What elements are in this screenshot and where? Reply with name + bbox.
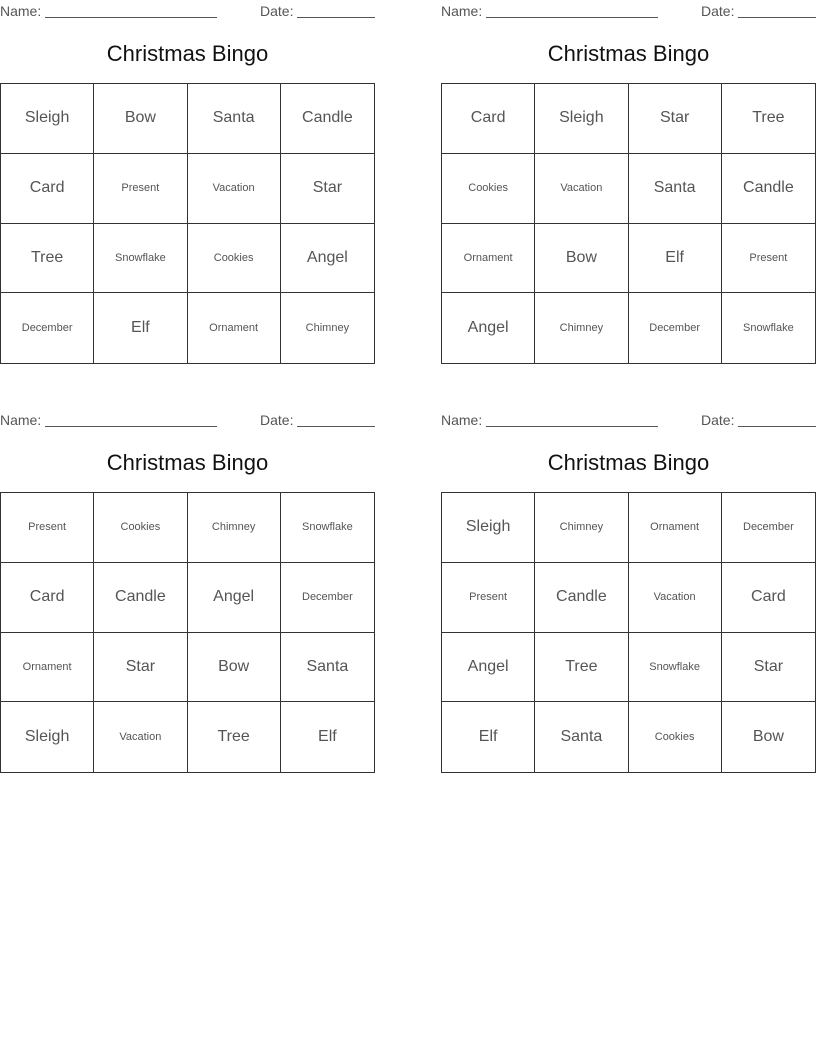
bingo-cell: Snowflake: [629, 633, 722, 703]
bingo-cell: Elf: [629, 224, 722, 294]
bingo-cell: December: [1, 293, 94, 363]
bingo-cell: Ornament: [1, 633, 94, 703]
bingo-cell: Tree: [535, 633, 628, 703]
bingo-cell: Chimney: [535, 493, 628, 563]
bingo-cell: Tree: [188, 702, 281, 772]
bingo-cell: Cookies: [188, 224, 281, 294]
date-label: Date:: [260, 3, 294, 19]
bingo-cell: Ornament: [629, 493, 722, 563]
date-blank-line: [738, 17, 816, 18]
bingo-cell: Vacation: [535, 154, 628, 224]
bingo-cell: Angel: [188, 563, 281, 633]
bingo-card: [0, 409, 375, 781]
card-header: [0, 2, 375, 20]
bingo-cell: Star: [722, 633, 815, 703]
bingo-cell: Candle: [281, 84, 374, 154]
bingo-cell: Star: [94, 633, 187, 703]
date-label: Date:: [701, 3, 735, 19]
bingo-cell: Chimney: [535, 293, 628, 363]
bingo-cell: Vacation: [94, 702, 187, 772]
name-label: Name:: [0, 412, 42, 428]
bingo-card: [441, 0, 816, 372]
bingo-cell: Star: [629, 84, 722, 154]
bingo-cell: Angel: [281, 224, 374, 294]
bingo-cell: Tree: [1, 224, 94, 294]
bingo-cell: Elf: [94, 293, 187, 363]
bingo-cell: Chimney: [188, 493, 281, 563]
bingo-card: [0, 0, 375, 372]
bingo-cell: Snowflake: [742, 322, 794, 335]
bingo-cell: Santa: [188, 84, 281, 154]
card-title: Christmas Bingo: [106, 450, 269, 475]
bingo-cell: Bow: [752, 728, 784, 746]
name-label: Name:: [0, 3, 42, 19]
bingo-cell: Card: [722, 563, 815, 633]
bingo-cell: Card: [442, 84, 535, 154]
bingo-cell: Angel: [442, 293, 535, 363]
card-title: Christmas Bingo: [547, 41, 710, 66]
bingo-cell: Present: [94, 154, 187, 224]
date-label: Date:: [701, 412, 735, 428]
bingo-cell: Candle: [535, 563, 628, 633]
bingo-cell: Candle: [94, 563, 187, 633]
bingo-grid: [441, 492, 816, 773]
bingo-cell: Snowflake: [94, 224, 187, 294]
card-header: [441, 2, 816, 20]
bingo-cell: Bow: [188, 633, 281, 703]
bingo-cell: Card: [1, 154, 94, 224]
bingo-cell: December: [281, 563, 374, 633]
bingo-cell: Star: [281, 154, 374, 224]
bingo-cell: Sleigh: [1, 702, 94, 772]
bingo-cell: Snowflake: [281, 493, 374, 563]
date-blank-line: [297, 17, 375, 18]
card-title: Christmas Bingo: [547, 450, 710, 475]
bingo-cell: Ornament: [188, 293, 281, 363]
name-blank-line: [45, 17, 217, 18]
bingo-cell: Elf: [318, 728, 337, 746]
bingo-cell: Bow: [535, 224, 628, 294]
date-blank-line: [297, 426, 375, 427]
bingo-grid: [441, 83, 816, 364]
bingo-cell: Chimney: [305, 322, 350, 335]
bingo-grid: [0, 492, 375, 773]
bingo-cell: Santa: [535, 702, 628, 772]
name-blank-line: [45, 426, 217, 427]
bingo-cell: Ornament: [442, 224, 535, 294]
bingo-cell: Tree: [722, 84, 815, 154]
date-label: Date:: [260, 412, 294, 428]
bingo-cell: Sleigh: [1, 84, 94, 154]
bingo-cell: Sleigh: [442, 493, 535, 563]
bingo-cell: Present: [1, 493, 94, 563]
bingo-cell: Cookies: [442, 154, 535, 224]
name-label: Name:: [441, 3, 483, 19]
name-blank-line: [486, 17, 658, 18]
bingo-cell: Candle: [722, 154, 815, 224]
bingo-cell: Cookies: [629, 702, 722, 772]
bingo-cell: Angel: [442, 633, 535, 703]
bingo-cell: Vacation: [629, 563, 722, 633]
bingo-cell: December: [722, 493, 815, 563]
bingo-cell: Present: [442, 563, 535, 633]
bingo-cell: Bow: [94, 84, 187, 154]
card-header: [0, 411, 375, 429]
bingo-cell: Elf: [442, 702, 535, 772]
card-header: [441, 411, 816, 429]
bingo-cell: Vacation: [188, 154, 281, 224]
bingo-cell: Card: [1, 563, 94, 633]
bingo-cell: Cookies: [94, 493, 187, 563]
bingo-cell: December: [629, 293, 722, 363]
bingo-grid: [0, 83, 375, 364]
bingo-cell: Santa: [281, 633, 374, 703]
card-title: Christmas Bingo: [106, 41, 269, 66]
name-label: Name:: [441, 412, 483, 428]
bingo-cell: Sleigh: [535, 84, 628, 154]
bingo-card: [441, 409, 816, 781]
name-blank-line: [486, 426, 658, 427]
date-blank-line: [738, 426, 816, 427]
bingo-cell: Present: [722, 224, 815, 294]
bingo-cell: Santa: [629, 154, 722, 224]
